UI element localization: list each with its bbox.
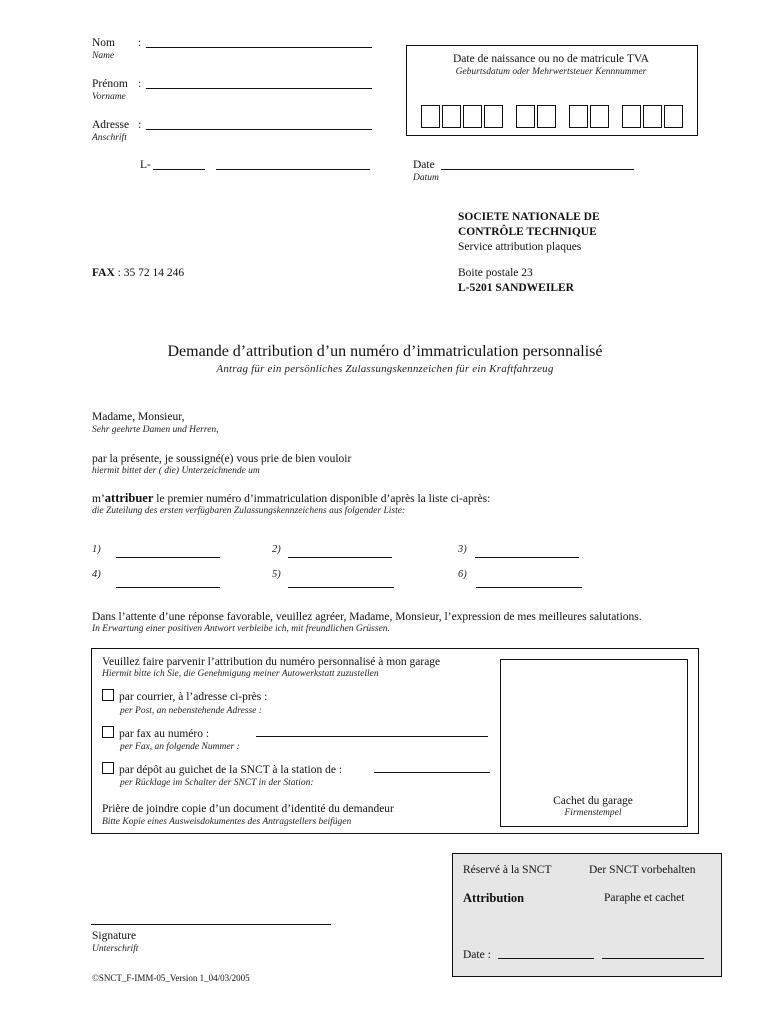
body-request-rest: le premier numéro d’immatriculation disponible d’après la liste ci-après: — [153, 493, 491, 505]
vat-digit-cell[interactable] — [590, 105, 609, 128]
option-counter[interactable] — [102, 762, 342, 777]
vat-digit-cell[interactable] — [643, 105, 662, 128]
adresse-field[interactable] — [146, 129, 372, 130]
recipient-service: Service attribution plaques — [458, 241, 582, 253]
signature-de: Unterschrift — [92, 944, 139, 954]
fax-label: FAX — [92, 267, 115, 279]
nom-label-row — [92, 36, 115, 50]
option-mail-checkbox[interactable] — [102, 689, 114, 701]
adresse-de-label: Anschrift — [92, 133, 127, 143]
vat-digit-cell[interactable] — [516, 105, 535, 128]
vat-digit-cell[interactable] — [484, 105, 503, 128]
body-request-de: die Zuteilung des ersten verfügbaren Zulassungskennzeichens aus folgender Liste: — [92, 506, 406, 516]
nom-field[interactable] — [146, 47, 372, 48]
form-title: Demande d’attribution d’un numéro d’immatriculation personnalisé — [167, 343, 603, 360]
vat-digit-cell[interactable] — [569, 105, 588, 128]
postcode-field[interactable] — [153, 169, 205, 170]
option-fax-de: per Fax, an folgende Nummer : — [120, 742, 240, 752]
signature-field[interactable] — [91, 924, 331, 925]
garage-stamp-de: Firmenstempel — [564, 808, 622, 818]
document-reference: ©SNCT_F-IMM-05_Version 1_04/03/2005 — [92, 973, 250, 983]
fax-line — [92, 266, 184, 280]
fax-number: : 35 72 14 246 — [114, 267, 185, 279]
reserved-de: Der SNCT vorbehalten — [589, 864, 696, 876]
choice-field-3[interactable] — [475, 557, 579, 558]
vat-box-subtitle: Geburtsdatum oder Mehrwertsteuer Kennnummer — [455, 67, 647, 77]
choice-label: 5) — [272, 569, 281, 580]
paraphe-label: Paraphe et cachet — [604, 892, 685, 904]
reserved-paraphe-field[interactable] — [602, 958, 704, 959]
nom-label: Nom — [92, 37, 115, 49]
body-request-prefix: m’ — [92, 493, 105, 505]
prenom-label: Prénom — [92, 78, 128, 90]
option-counter-de: per Rücklage im Schalter der SNCT in der Station: — [120, 778, 314, 788]
choice-label: 6) — [458, 569, 467, 580]
attribution-label: Attribution — [463, 891, 525, 905]
prenom-sep: : — [138, 78, 142, 90]
reserved-label: Réservé à la SNCT — [463, 864, 552, 876]
delivery-intro-de: Hiermit bitte ich Sie, die Genehmigung meiner Autowerkstatt zuzustellen — [102, 669, 379, 679]
body-intro: par la présente, je soussigné(e) vous prie de bien vouloir — [92, 453, 352, 465]
body-request — [92, 491, 490, 506]
recipient-city: L-5201 SANDWEILER — [458, 282, 574, 294]
closing: Dans l’attente d’une réponse favorable, veuillez agréer, Madame, Monsieur, l’expression de mes meilleures salutations. — [92, 611, 642, 623]
delivery-intro: Veuillez faire parvenir l’attribution du numéro personnalisé à mon garage — [102, 656, 441, 668]
postcode-prefix: L- — [140, 159, 151, 171]
choice-label: 4) — [92, 569, 101, 580]
adresse-sep: : — [138, 119, 142, 131]
recipient-name-line2: CONTRÔLE TECHNIQUE — [458, 226, 597, 238]
option-fax-number-field[interactable] — [256, 736, 488, 737]
adresse-label: Adresse — [92, 119, 130, 131]
option-mail[interactable] — [102, 689, 267, 704]
vat-digit-cell[interactable] — [622, 105, 641, 128]
option-counter-station-field[interactable] — [374, 772, 490, 773]
choice-field-6[interactable] — [476, 587, 582, 588]
date-field[interactable] — [441, 169, 634, 170]
city-field[interactable] — [216, 169, 370, 170]
vat-digit-cell[interactable] — [463, 105, 482, 128]
option-counter-label: par dépôt au guichet de la SNCT à la station de : — [119, 764, 343, 776]
prenom-field[interactable] — [146, 88, 372, 89]
id-note: Prière de joindre copie d’un document d’identité du demandeur — [102, 803, 394, 815]
option-fax-label: par fax au numéro : — [119, 728, 210, 740]
date-label: Date — [413, 159, 435, 171]
choice-label: 2) — [272, 544, 281, 555]
option-mail-de: per Post, an nebenstehende Adresse : — [120, 706, 262, 716]
closing-de: In Erwartung einer positiven Antwort verbleibe ich, mit freundlichen Grüssen. — [92, 624, 390, 634]
choice-field-2[interactable] — [288, 557, 392, 558]
vat-digit-cell[interactable] — [442, 105, 461, 128]
choice-label: 3) — [458, 544, 467, 555]
greeting: Madame, Monsieur, — [92, 411, 185, 423]
vat-digit-cell[interactable] — [664, 105, 683, 128]
vat-box-title: Date de naissance ou no de matricule TVA — [453, 53, 649, 65]
nom-sep: : — [138, 37, 142, 49]
option-fax[interactable] — [102, 726, 209, 741]
recipient-name-line1: SOCIETE NATIONALE DE — [458, 211, 600, 223]
choice-field-1[interactable] — [116, 557, 220, 558]
signature-label: Signature — [92, 930, 137, 942]
option-fax-checkbox[interactable] — [102, 726, 114, 738]
recipient-postbox: Boite postale 23 — [458, 267, 533, 279]
choice-label: 1) — [92, 544, 101, 555]
body-request-bold: attribuer — [104, 491, 154, 505]
vat-digit-cell[interactable] — [537, 105, 556, 128]
form-title-de: Antrag für ein persönliches Zulassungskennzeichen für ein Kraftfahrzeug — [216, 363, 554, 375]
prenom-de-label: Vorname — [92, 92, 126, 102]
reserved-date-label: Date : — [463, 949, 491, 961]
option-counter-checkbox[interactable] — [102, 762, 114, 774]
nom-de-label: Name — [92, 51, 115, 61]
date-de-label: Datum — [413, 173, 439, 183]
option-mail-label: par courrier, à l’adresse ci-près : — [119, 691, 268, 703]
choice-field-5[interactable] — [288, 587, 394, 588]
vat-digit-cell[interactable] — [421, 105, 440, 128]
choice-field-4[interactable] — [116, 587, 220, 588]
id-note-de: Bitte Kopie eines Ausweisdokumentes des Antragstellers beifügen — [102, 817, 352, 827]
body-intro-de: hiermit bittet der ( die) Unterzeichnende um — [92, 466, 260, 476]
reserved-date-field[interactable] — [498, 958, 594, 959]
garage-stamp-label: Cachet du garage — [553, 795, 633, 807]
greeting-de: Sehr geehrte Damen und Herren, — [92, 425, 219, 435]
